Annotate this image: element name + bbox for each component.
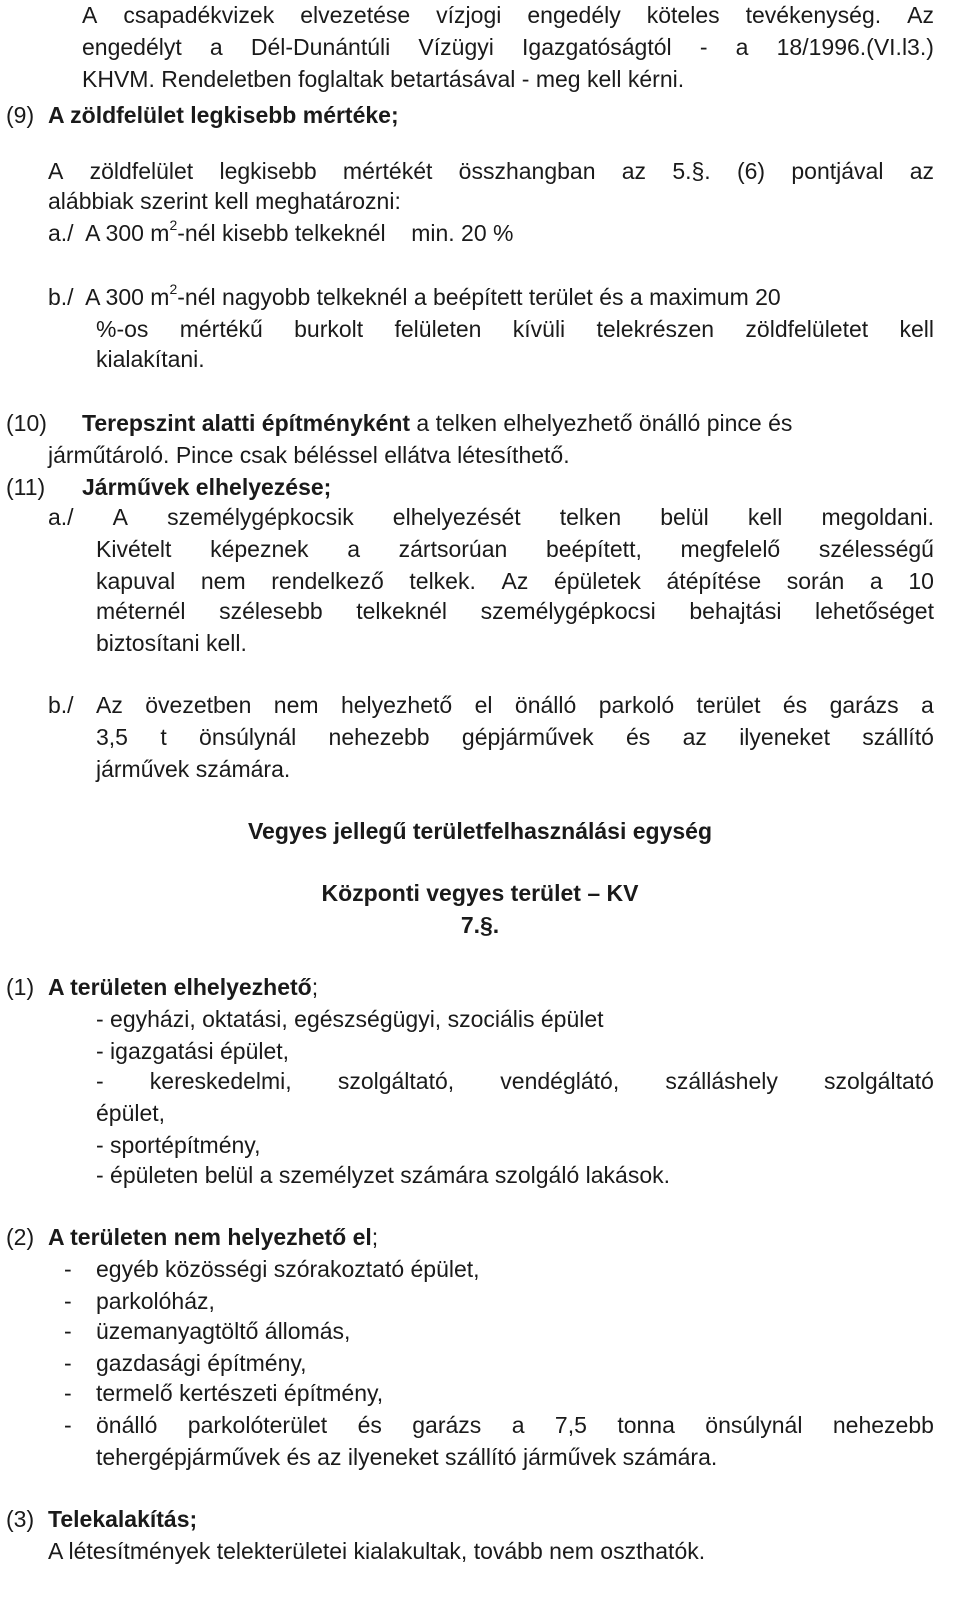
s1-item: - igazgatási épület, (96, 1038, 290, 1064)
section-10-line-1: Terepszint alatti építményként a telken elhelyezhető önálló pince és (82, 410, 793, 436)
section-10-title: Terepszint alatti építményként (82, 410, 411, 436)
list-dash: - (64, 1412, 72, 1438)
section-9-line-2: alábbiak szerint kell meghatározni: (48, 188, 401, 214)
section-9-item-b-line-2: %-os mértékű burkolt felületen kívüli telekrészen zöldfelületet kell (96, 316, 934, 342)
section-11-item-a-line-2: Kivételt képeznek a zártsorúan beépített, megfelelő szélességű (96, 536, 934, 562)
section-11-number: (11) (6, 474, 46, 500)
s1-item: - sportépítmény, (96, 1132, 261, 1158)
section-9-item-b: b./ A 300 $m^2$-nél nagyobb telkeknél a beépített terület és a maximum 20 (48, 281, 781, 310)
s2-item: termelő kertészeti építmény, (96, 1380, 384, 1406)
section-9-line-1: A zöldfelület legkisebb mértékét összhangban az 5.§. (6) pontjával az (48, 158, 934, 184)
intro-line-1: A csapadékvizek elvezetése vízjogi engedély köteles tevékenység. Az (82, 2, 934, 28)
section-10-line-2: járműtároló. Pince csak béléssel ellátva létesíthető. (48, 442, 570, 468)
section-11-item-a-line-5: biztosítani kell. (96, 630, 247, 656)
heading-zone-name: Központi vegyes terület – KV (321, 880, 639, 906)
intro-line-2: engedélyt a Dél-Dunántúli Vízügyi Igazgatóságtól - a 18/1996.(VI.l3.) (82, 34, 934, 60)
s1-item: - épületen belül a személyzet számára szolgáló lakások. (96, 1162, 671, 1188)
section-11-item-b-line-1: b./ Az övezetben nem helyezhető el önálló parkoló terület és garázs a (48, 692, 934, 718)
heading-paragraph-number: 7.§. (460, 912, 500, 938)
s2-item: gazdasági építmény, (96, 1350, 307, 1376)
section-11-item-a-line-1: a./ A személygépkocsik elhelyezését telken belül kell megoldani. (48, 504, 934, 530)
s3-number: (3) (6, 1506, 35, 1532)
section-9-title: A zöldfelület legkisebb mértéke; (48, 102, 399, 128)
s2-item: önálló parkolóterület és garázs a 7,5 tonna önsúlynál nehezebb (96, 1412, 934, 1438)
s1-title: A területen elhelyezhető (48, 974, 312, 1000)
s1-number: (1) (6, 974, 35, 1000)
list-dash: - (64, 1318, 72, 1344)
s1-heading: A területen elhelyezhető; (48, 974, 319, 1000)
section-11-item-a-line-4: méternél szélesebb telkeknél személygépkocsi behajtási lehetőséget (96, 598, 934, 624)
s1-item: - kereskedelmi, szolgáltató, vendéglátó, szálláshely szolgáltató (96, 1068, 934, 1094)
section-9-item-a: a./ A 300 $m^2$-nél kisebb telkeknél min. 20 % (48, 217, 514, 246)
section-11-item-b-line-2: 3,5 t önsúlynál nehezebb gépjárművek és az ilyeneket szállító (96, 724, 934, 750)
intro-line-3: KHVM. Rendeletben foglaltak betartásával - meg kell kérni. (82, 66, 685, 92)
s2-item: parkolóház, (96, 1288, 215, 1314)
list-dash: - (64, 1350, 72, 1376)
s2-heading: A területen nem helyezhető el; (48, 1224, 379, 1250)
s2-item: tehergépjárművek és az ilyeneket szállító járművek számára. (96, 1444, 718, 1470)
heading-zone-type: Vegyes jellegű területfelhasználási egység (247, 818, 713, 844)
list-dash: - (64, 1256, 72, 1282)
s2-number: (2) (6, 1224, 35, 1250)
s1-item: - egyházi, oktatási, egészségügyi, szociális épület (96, 1006, 604, 1032)
s1-item: épület, (96, 1100, 166, 1126)
list-dash: - (64, 1288, 72, 1314)
s2-title: A területen nem helyezhető el (48, 1224, 372, 1250)
section-9-number: (9) (6, 102, 35, 128)
section-11-item-b-line-3: járművek számára. (96, 756, 291, 782)
s2-item: üzemanyagtöltő állomás, (96, 1318, 351, 1344)
section-11-item-a-line-3: kapuval nem rendelkező telkek. Az épületek átépítése során a 10 (96, 568, 934, 594)
section-9-item-b-line-3: kialakítani. (96, 346, 205, 372)
section-11-title: Járművek elhelyezése; (82, 474, 332, 500)
section-10-number: (10) (6, 410, 47, 436)
list-dash: - (64, 1380, 72, 1406)
s2-item: egyéb közösségi szórakoztató épület, (96, 1256, 480, 1282)
s3-line-1: A létesítmények telekterületei kialakultak, tovább nem oszthatók. (48, 1538, 706, 1564)
s3-title: Telekalakítás; (48, 1506, 198, 1532)
